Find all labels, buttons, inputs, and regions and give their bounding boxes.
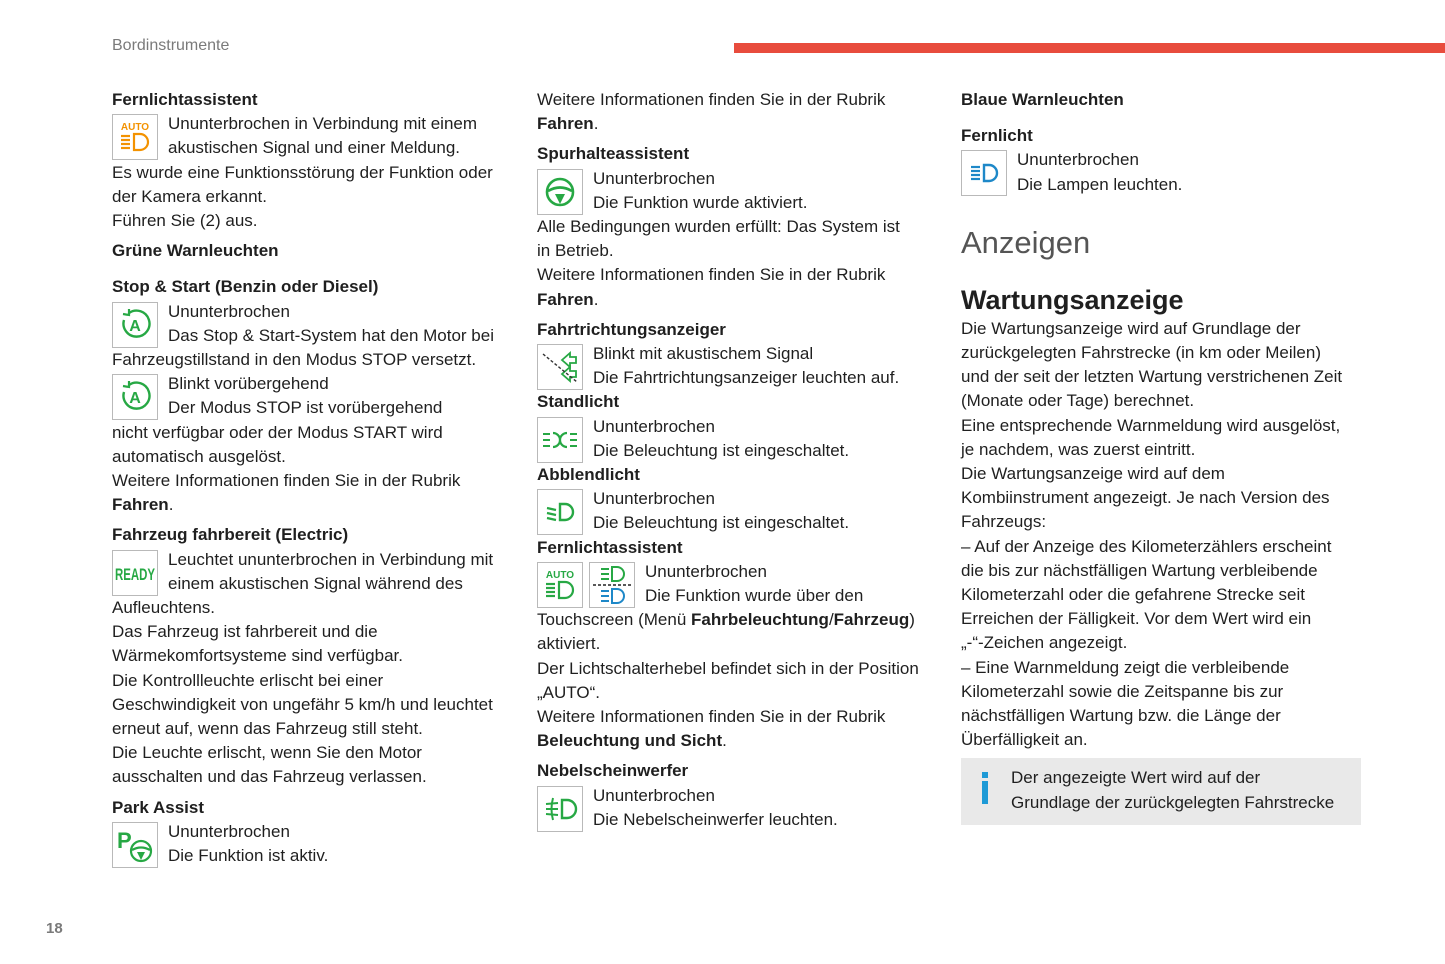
park-assist-green-icon: [112, 822, 158, 868]
text-line: der Kamera erkannt.: [112, 186, 267, 206]
heading-nebelscheinwerfer: Nebelscheinwerfer: [537, 761, 689, 781]
column-middle: [537, 88, 937, 832]
text-line: Die Beleuchtung ist eingeschaltet.: [593, 440, 850, 460]
section-title-anzeigen: Anzeigen: [961, 224, 1091, 260]
text-line: Ununterbrochen: [1017, 150, 1139, 170]
text-line: Eine entsprechende Warnmeldung wird ausgelöst,: [961, 415, 1341, 435]
period: .: [593, 114, 599, 134]
page-header-title: Bordinstrumente: [112, 37, 230, 54]
heading-park-assist: Park Assist: [112, 797, 204, 817]
text-line: Die Fahrtrichtungsanzeiger leuchten auf.: [593, 368, 900, 388]
text-line: Die Funktion wurde aktiviert.: [593, 192, 808, 212]
rubric-link-fahren: Fahren: [112, 495, 169, 515]
period: .: [168, 495, 174, 515]
page-number: 18: [46, 920, 63, 937]
text-line: Ununterbrochen: [593, 785, 715, 805]
text-line: einem akustischen Signal während des: [168, 573, 463, 593]
text-line: aktiviert.: [537, 634, 601, 654]
menu-fahrbeleuchtung: Fahrbeleuchtung: [691, 610, 829, 630]
entry-nebelscheinwerfer: [537, 784, 937, 832]
text-line: Die Wartungsanzeige wird auf dem: [961, 464, 1225, 484]
text-line: Der Lichtschalterhebel befindet sich in der Position: [537, 658, 919, 678]
entry-ready: [112, 548, 512, 790]
turn-signal-green-icon: [537, 344, 583, 390]
info-text-line: Grundlage der zurückgelegten Fahrstrecke: [1011, 792, 1335, 812]
period: .: [593, 289, 599, 309]
heading-fahrzeug-fahrbereit: Fahrzeug fahrbereit (Electric): [112, 525, 349, 545]
text-line: akustischen Signal und einer Meldung.: [168, 138, 461, 158]
stop-start-green-icon: [112, 302, 158, 348]
stop-start-green-icon: [112, 374, 158, 420]
text-line: zurückgelegten Fahrstrecke (in km oder Meilen): [961, 343, 1321, 363]
entry-stop-start-continuous: [112, 300, 512, 373]
text-line: Die Funktion wurde über den: [645, 586, 864, 606]
text-line: die bis zur nächstfälligen Wartung verbleibende: [961, 560, 1318, 580]
heading-fernlicht: Fernlicht: [961, 126, 1033, 146]
text-segment: /: [828, 610, 834, 630]
heading-abblendlicht: Abblendlicht: [537, 465, 640, 485]
text-line: in Betrieb.: [537, 241, 614, 261]
text-line: Kilometerzahl oder die gefahrene Strecke seit: [961, 585, 1305, 605]
text-segment: ): [909, 610, 915, 630]
text-line: – Eine Warnmeldung zeigt die verbleibende: [961, 657, 1290, 677]
text-line: Die Funktion ist aktiv.: [168, 846, 329, 866]
column-right: [961, 88, 1361, 825]
text-line: Das Stop & Start-System hat den Motor bei: [168, 325, 494, 345]
park-icon-label: P: [117, 827, 132, 853]
text-line: Erreichen der Fälligkeit. Vor dem Wert wird ein: [961, 609, 1312, 629]
text-line: nicht verfügbar oder der Modus START wird: [112, 422, 443, 442]
text-line: (Monate oder Tage) berechnet.: [961, 391, 1195, 411]
section-title-wartungsanzeige: Wartungsanzeige: [961, 284, 1184, 315]
header-accent-bar: [734, 43, 1445, 53]
ready-icon-label: READY: [115, 564, 156, 584]
rubric-link-fahren: Fahren: [537, 289, 594, 309]
text-line: Blinkt vorübergehend: [168, 374, 329, 394]
svg-text:A: A: [129, 317, 141, 335]
text-line: Ununterbrochen: [593, 168, 715, 188]
text-line: Ununterbrochen: [168, 301, 290, 321]
low-beam-green-icon: [537, 489, 583, 535]
text-line: ausschalten und das Fahrzeug verlassen.: [112, 767, 427, 787]
high-beam-blue-icon: [961, 150, 1007, 196]
heading-gruene-warnleuchten: Grüne Warnleuchten: [112, 241, 279, 261]
wartung-body: [961, 317, 1361, 753]
text-line: Ununterbrochen in Verbindung mit einem: [168, 114, 478, 134]
info-text-line: Der angezeigte Wert wird auf der: [1011, 768, 1261, 788]
text-line: Fahrzeugstillstand in den Modus STOP versetzt.: [112, 350, 477, 370]
entry-standlicht: [537, 415, 937, 463]
info-icon: [979, 772, 991, 804]
heading-blaue-warnleuchten: Blaue Warnleuchten: [961, 90, 1124, 109]
entry-fernlichtassistent-fault: [112, 112, 512, 233]
text-line: „AUTO“.: [537, 682, 600, 702]
text-line: – Auf der Anzeige des Kilometerzählers erscheint: [961, 536, 1332, 556]
text-line: Überfälligkeit an.: [961, 730, 1088, 750]
heading-fahrtrichtungsanzeiger: Fahrtrichtungsanzeiger: [537, 319, 726, 339]
text-line: Kilometerzahl sowie die Zeitspanne bis zur: [961, 681, 1284, 701]
text-segment: Touchscreen (Menü: [537, 610, 692, 630]
column-left: [112, 88, 512, 868]
text-line: Fahrzeugs:: [961, 512, 1047, 532]
ready-green-icon: [112, 550, 158, 596]
text-line: Weitere Informationen finden Sie in der Rubrik: [112, 471, 461, 491]
auto-icon-label: AUTO: [545, 569, 575, 581]
text-line: erneut auf, wenn das Fahrzeug still steht.: [112, 719, 423, 739]
heading-fernlichtassistent: Fernlichtassistent: [112, 90, 258, 109]
text-line: Die Wartungsanzeige wird auf Grundlage der: [961, 318, 1301, 338]
entry-abblendlicht: [537, 487, 937, 535]
text-line: Führen Sie (2) aus.: [112, 211, 258, 231]
heading-standlicht: Standlicht: [537, 392, 620, 412]
steering-wheel-green-icon: [537, 169, 583, 215]
text-line: Das Fahrzeug ist fahrbereit und die: [112, 622, 378, 642]
text-line: Die Kontrollleuchte erlischt bei einer: [112, 670, 384, 690]
text-line: „-“-Zeichen angezeigt.: [961, 633, 1128, 653]
heading-spurhalteassistent: Spurhalteassistent: [537, 144, 690, 164]
text-line: Ununterbrochen: [593, 416, 715, 436]
rubric-link-beleuchtung: Beleuchtung und Sicht: [537, 731, 723, 751]
period: .: [722, 731, 727, 751]
text-line: Ununterbrochen: [593, 489, 715, 509]
text-line: Ununterbrochen: [645, 561, 767, 581]
text-line: Alle Bedingungen wurden erfüllt: Das System ist: [537, 217, 900, 237]
svg-text:A: A: [129, 390, 141, 408]
intro-reference: [537, 88, 937, 136]
entry-spurhalteassistent: [537, 167, 937, 312]
auto-high-beam-orange-icon: [112, 114, 158, 160]
text-line: Die Lampen leuchten.: [1017, 174, 1183, 194]
entry-park-assist: [112, 820, 512, 868]
heading-fernlichtassistent-2: Fernlichtassistent: [537, 537, 683, 557]
text-line: Blinkt mit akustischem Signal: [593, 344, 814, 364]
menu-fahrzeug: Fahrzeug: [833, 610, 910, 630]
entry-fernlichtassistent-active: [537, 560, 937, 754]
info-note-box: [961, 758, 1361, 824]
text-line: Der Modus STOP ist vorübergehend: [168, 398, 443, 418]
fog-light-green-icon: [537, 786, 583, 832]
text-line: Weitere Informationen finden Sie in der Rubrik: [537, 265, 886, 285]
text-line: Die Leuchte erlischt, wenn Sie den Motor: [112, 743, 422, 763]
entry-fernlicht: [961, 148, 1361, 196]
auto-high-beam-green-icon: [537, 562, 583, 608]
high-beam-green-blue-split-icon: [589, 562, 635, 608]
rubric-link-fahren: Fahren: [537, 114, 594, 134]
text-line: nächstfälligen Wartung bzw. die Länge der: [961, 706, 1281, 726]
text-line: Die Beleuchtung ist eingeschaltet.: [593, 513, 850, 533]
text-line: Es wurde eine Funktionsstörung der Funktion oder: [112, 162, 493, 182]
svg-text:AUTO: AUTO: [120, 122, 150, 134]
text-line: automatisch ausgelöst.: [112, 446, 286, 466]
text-line: Wärmekomfortsysteme sind verfügbar.: [112, 646, 403, 666]
text-line: je nachdem, was zuerst eintritt.: [961, 439, 1196, 459]
text-line: Aufleuchtens.: [112, 598, 216, 618]
entry-fahrtrichtungsanzeiger: [537, 342, 937, 390]
text-line: und der seit der letzten Wartung verstrichenen Zeit: [961, 367, 1343, 387]
heading-stop-start: Stop & Start (Benzin oder Diesel): [112, 277, 379, 297]
text-line: Ununterbrochen: [168, 821, 290, 841]
text-line: Die Nebelscheinwerfer leuchten.: [593, 809, 838, 829]
side-light-green-icon: [537, 417, 583, 463]
text-line: Kombiinstrument angezeigt. Je nach Version des: [961, 488, 1330, 508]
text-line: Leuchtet ununterbrochen in Verbindung mit: [168, 549, 494, 569]
text-line: Weitere Informationen finden Sie in der Rubrik: [537, 707, 886, 727]
text-line: Geschwindigkeit von ungefähr 5 km/h und leuchtet: [112, 694, 493, 714]
text-line: Weitere Informationen finden Sie in der Rubrik: [537, 90, 886, 109]
entry-stop-start-blinking: [112, 372, 512, 517]
